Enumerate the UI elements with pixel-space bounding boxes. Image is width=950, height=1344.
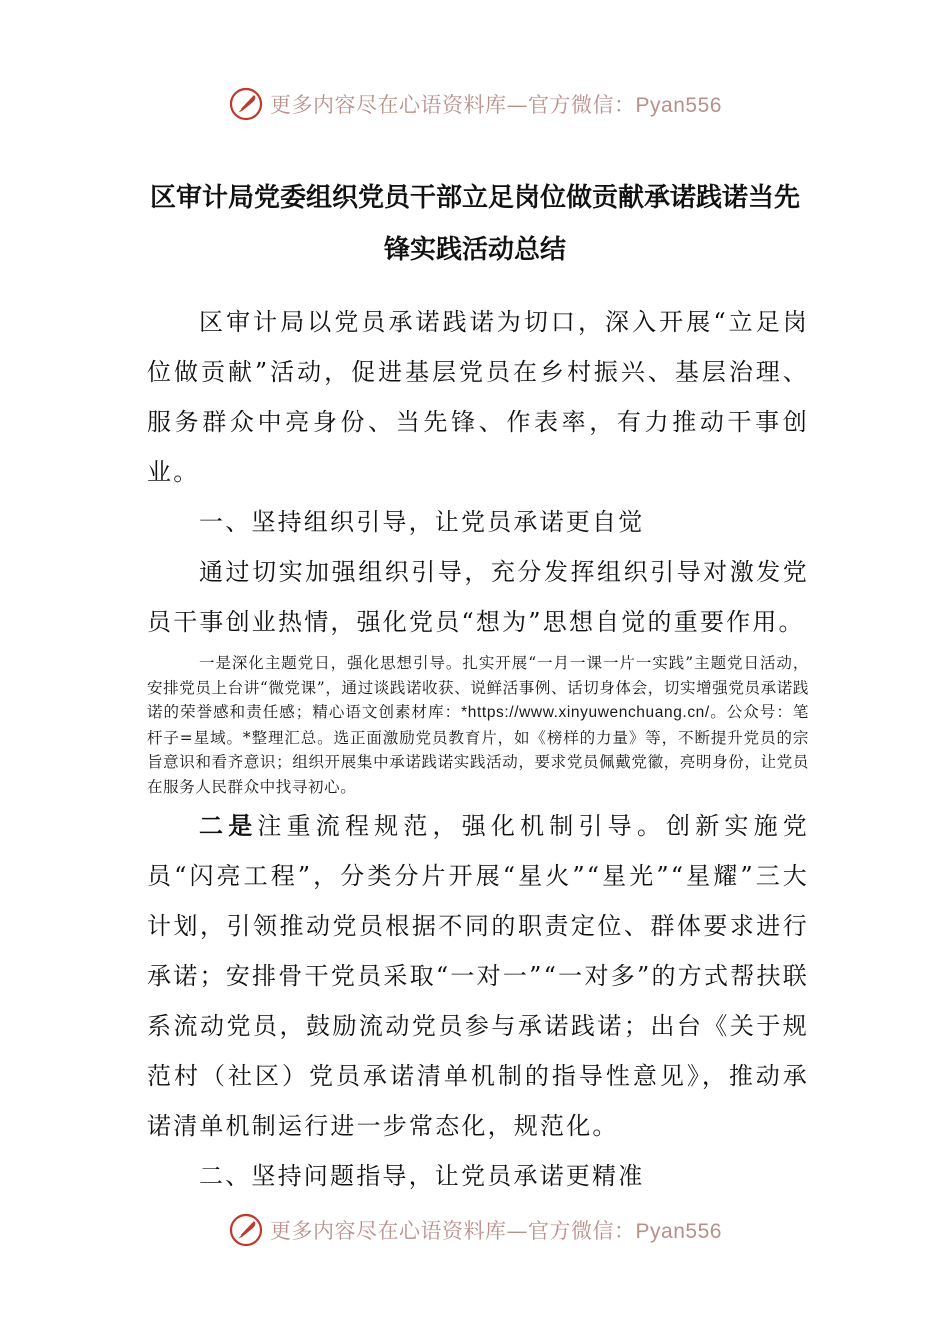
footer-banner-text: 更多内容尽在心语资料库—官方微信：Pyan556: [270, 1219, 722, 1243]
paragraph-3-lead: 二是: [199, 812, 258, 840]
footer-banner: [0, 1208, 950, 1252]
document-body: [147, 297, 809, 1201]
section-heading-1: 一、坚持组织引导，让党员承诺更自觉: [199, 508, 645, 536]
source-url: *https://www.xinyuwenchuang.cn/: [461, 704, 710, 721]
quill-logo-icon: [228, 86, 264, 122]
paragraph-2: 通过切实加强组织引导，充分发挥组织引导对激发党员干事创业热情，强化党员“想为”思想自觉的重要作用。: [147, 558, 809, 636]
header-banner: [0, 82, 950, 126]
title-line-1: 区审计局党委组织党员干部立足岗位做贡献承诺践诺当先: [149, 183, 800, 213]
section-heading-2: 二、坚持问题指导，让党员承诺更精准: [199, 1162, 645, 1190]
document-title: [120, 172, 830, 276]
quill-logo-icon: [228, 1212, 264, 1248]
header-banner-text: 更多内容尽在心语资料库—官方微信：Pyan556: [270, 93, 722, 117]
paragraph-3: 二是注重流程规范，强化机制引导。创新实施党员“闪亮工程”，分类分片开展“星火”“星光”“星耀”三大计划，引领推动党员根据不同的职责定位、群体要求进行承诺；安排骨干党员采取“一对一”“一对多”的方式帮扶联系流动党员，鼓励流动党员参与承诺践诺；出台《关于规范村（社区）党员承诺清单机制的指导性意见》，推动承诺清单机制运行进一步常态化，规范化。: [147, 812, 809, 1140]
title-line-2: 锋实践活动总结: [383, 235, 566, 265]
intro-paragraph: 区审计局以党员承诺践诺为切口，深入开展“立足岗位做贡献”活动，促进基层党员在乡村振兴、基层治理、服务群众中亮身份、当先锋、作表率，有力推动干事创业。: [147, 308, 809, 486]
small-print-paragraph: 一是深化主题党日，强化思想引导。扎实开展“一月一课一片一实践”主题党日活动，安排党员上台讲“微党课”，通过谈践诺收获、说鲜活事例、话切身体会，切实增强党员承诺践诺的荣誉感和责任感；精心语文创素材库：*https://www.xinyuwenchuang.cn/。公众号：笔杆子=星域。*整理汇总。选正面激励党员教育片，如《榜样的力量》等，不断提升党员的宗旨意识和看齐意识；组织开展集中承诺践诺实践活动，要求党员佩戴党徽，亮明身份，让党员在服务人民群众中找寻初心。: [147, 654, 809, 796]
